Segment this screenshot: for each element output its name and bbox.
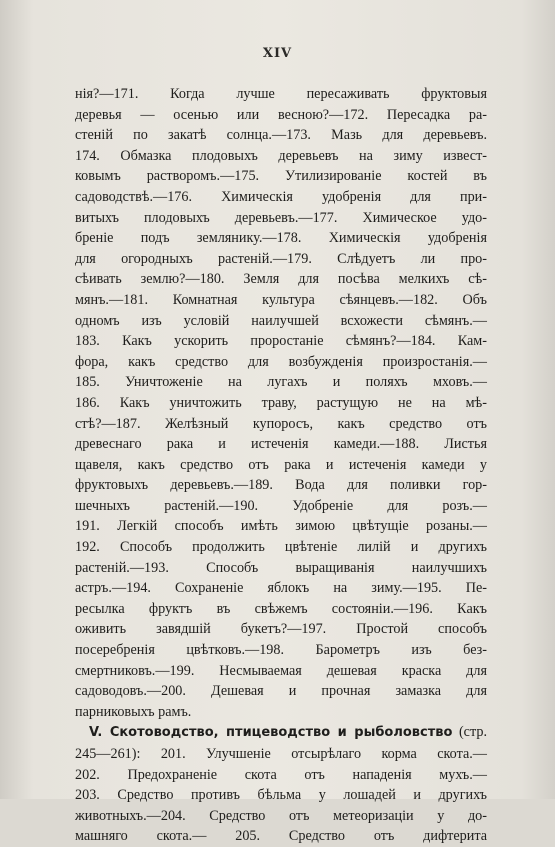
text-line: витыхъ плодовыхъ деревьевъ.—177. Химическое удо- — [75, 209, 487, 226]
text-line: машняго скота.— 205. Средство отъ дифтерита — [75, 828, 487, 845]
text-line: ковымъ растворомъ.—175. Утилизированіе костей въ — [75, 168, 487, 185]
section-lines — [75, 744, 487, 847]
text-line: 202. Предохраненіе скота отъ нападенія мухъ.— — [75, 766, 487, 783]
text-line: растеній.—193. Способъ выращиванія наилучшихъ — [75, 559, 487, 576]
text-line: посеребренія цвѣтковъ.—198. Барометръ изъ без- — [75, 642, 487, 659]
section-title: V. Скотоводство, птицеводство и рыболовство — [89, 725, 453, 741]
text-line: 185. Уничтоженіе на лугахъ и поляхъ мховъ.— — [75, 374, 487, 391]
text-line: 186. Какъ уничтожить траву, растущую не на мѣ- — [75, 394, 487, 411]
section-heading-line — [75, 722, 487, 744]
text-line: шечныхъ растеній.—190. Удобреніе для розъ.— — [75, 497, 487, 514]
text-line: животныхъ.—204. Средство отъ метеоризаціи у до- — [75, 807, 487, 824]
text-line: сѣивать землю?—180. Земля для посѣва мелкихъ сѣ- — [75, 271, 487, 288]
text-line: фруктовыхъ деревьевъ.—189. Вода для поливки гор- — [75, 477, 487, 494]
text-line: смертниковъ.—199. Несмываемая дешевая краска для — [75, 662, 487, 679]
text-line: стѣ?—187. Желѣзный купоросъ, какъ средство отъ — [75, 415, 487, 432]
page-number: XIV — [262, 46, 293, 61]
text-line: ресылка фруктъ въ свѣжемъ состояніи.—196. Какъ — [75, 600, 487, 617]
text-line: 174. Обмазка плодовыхъ деревьевъ на зиму извест- — [75, 147, 487, 164]
text-line: 203. Средство противъ бѣльма у лошадей и другихъ — [75, 787, 487, 804]
text-line: мянъ.—181. Комнатная культура сѣянцевъ.—182. Объ — [75, 291, 487, 308]
toc-lines — [75, 84, 487, 722]
text-line: бреніе подъ землянику.—178. Химическія удобренія — [75, 230, 487, 247]
text-line: 191. Легкій способъ имѣть зимою цвѣтущіе розаны.— — [75, 518, 487, 535]
section-heading-rest: (стр. — [452, 724, 487, 741]
text-line: фора, какъ средство для возбужденія произростанія.— — [75, 353, 487, 370]
text-line: садоводовъ.—200. Дешевая и прочная замазка для — [75, 683, 487, 700]
text-line: нія?—171. Когда лучше пересаживать фруктовыя — [75, 86, 487, 102]
text-line: стеній по закатѣ солнца.—173. Мазь для деревьевъ. — [75, 127, 487, 144]
text-line: древеснаго рака и истеченія камеди.—188. Листья — [75, 436, 487, 453]
text-line: 192. Способъ продолжить цвѣтеніе лилій и другихъ — [75, 539, 487, 556]
text-line: 183. Какъ ускорить проростаніе сѣмянъ?—184. Кам- — [75, 333, 487, 350]
text-line: 245—261): 201. Улучшеніе отсырѣлаго корма скота.— — [75, 746, 487, 762]
text-line: садоводствѣ.—176. Химическія удобренія для при- — [75, 188, 487, 205]
table-of-contents-text — [75, 84, 487, 847]
text-line: одномъ изъ условій наилучшей всхожести сѣмянъ.— — [75, 312, 487, 329]
text-line: щавеля, какъ средство отъ рака и истеченія камеди у — [75, 456, 487, 473]
text-line: астръ.—194. Сохраненіе яблокъ на зиму.—195. Пе- — [75, 580, 487, 597]
text-line: парниковыхъ рамъ. — [75, 703, 192, 720]
text-line: оживить завядшій букетъ?—197. Простой способъ — [75, 621, 487, 638]
text-line: деревья — осенью или весною?—172. Пересадка ра- — [75, 106, 487, 123]
text-line: для огородныхъ растеній.—179. Слѣдуетъ ли про- — [75, 250, 487, 267]
